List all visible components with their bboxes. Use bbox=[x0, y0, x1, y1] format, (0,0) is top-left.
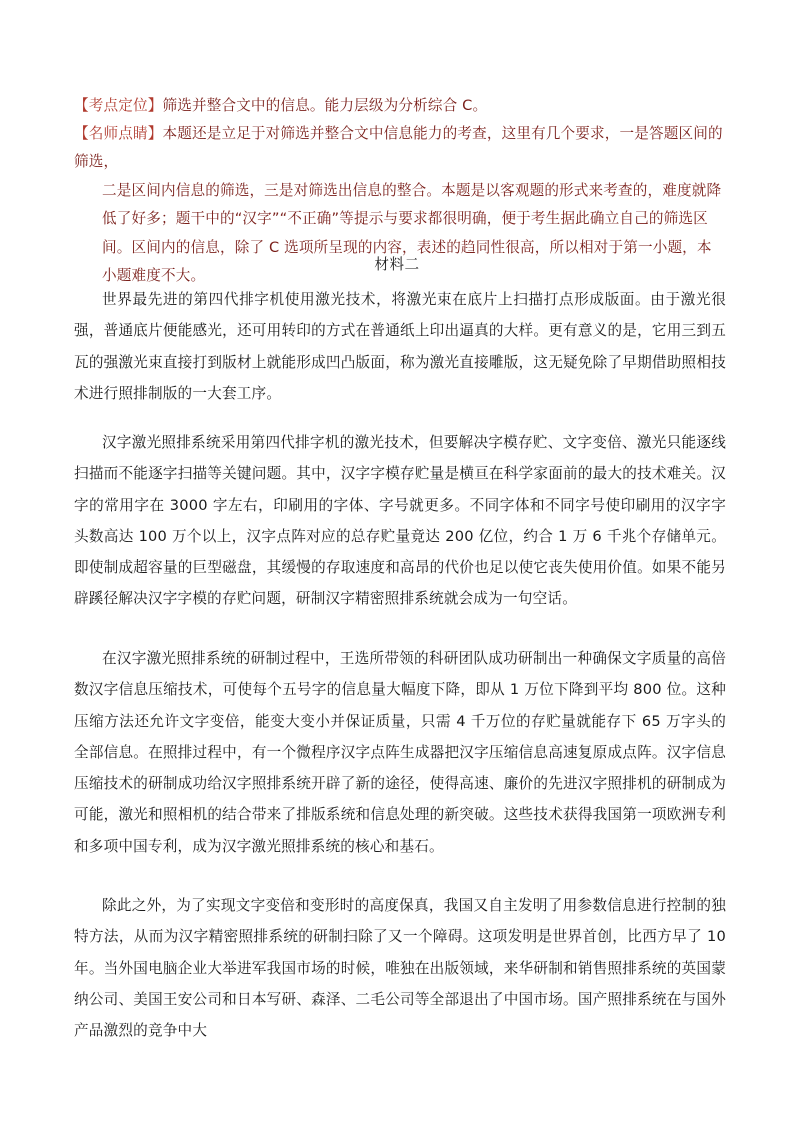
exam-point-text: 筛选并整合文中的信息。能力层级为分析综合 C。 bbox=[162, 97, 488, 114]
paragraph-3: 在汉字激光照排系统的研制过程中，王选所带领的科研团队成功研制出一种确保文字质量的高倍数汉字信息压缩技术，可使每个五号字的信息量大幅度下降，即从 1 万位下降到平均 800 位。这种压缩方法还允许文字变倍，能变大变小并保证质量，只需 4 千万位的存贮量就能存下 65 万字头的全部信息。在照排过程中，有一个微程序汉字点阵生成器把汉字压缩信息高速复原成点阵。汉字信息压缩技术的研制成功给汉字照排系统开辟了新的途径，使得高速、廉价的先进汉字照排机的研制成为可能，激光和照相机的结合带来了排版系统和信息处理的新突破。这些技术获得我国第一项欧洲专利和多项中国专利，成为汉字激光照排系统的核心和基石。 bbox=[74, 650, 726, 855]
paragraph-4: 除此之外，为了实现文字变倍和变形时的高度保真，我国又自主发明了用参数信息进行控制的独特方法，从而为汉字精密照排系统的研制扫除了又一个障碍。这项发明是世界首创，比西方早了 10 年。当外国电脑企业大举进军我国市场的时候，唯独在出版领域，来华研制和销售照排系统的英国蒙纳公司、美国王安公司和日本写研、森泽、二毛公司等全部退出了中国市场。国产照排系统在与国外产品激烈的竞争中大 bbox=[74, 897, 726, 1040]
exam-point-tag: 【考点定位】 bbox=[74, 97, 163, 114]
section-title: 材料二 bbox=[374, 256, 420, 273]
teacher-comment-rest: 二是区间内信息的筛选，三是对筛选出信息的整合。本题是以客观题的形式来考查的，难度就降低了好多；题干中的“汉字”“不正确”等提示与要求都很明确，便于考生据此确立自己的筛选区间。区间内的信息，除了 C 选项所呈现的内容，表述的趋同性很高，所以相对于第一小题，本小题难度不大。 bbox=[102, 181, 722, 285]
teacher-comment-tag: 【名师点睛】 bbox=[74, 125, 163, 142]
paragraph-1: 世界最先进的第四代排字机使用激光技术，将激光束在底片上扫描打点形成版面。由于激光很强，普通底片便能感光，还可用转印的方式在普通纸上印出逼真的大样。更有意义的是，它用三到五瓦的强激光束直接打到版材上就能形成凹凸版面，称为激光直接雕版，这无疑免除了早期借助照相技术进行照排制版的一大套工序。 bbox=[74, 291, 726, 402]
paragraph-2: 汉字激光照排系统采用第四代排字机的激光技术，但要解决字模存贮、文字变倍、激光只能逐线扫描而不能逐字扫描等关键问题。其中，汉字字模存贮量是横亘在科学家面前的最大的技术难关。汉字的常用字在 3000 字左右，印刷用的字体、字号就更多。不同字体和不同字号使印刷用的汉字字头数高达 100 万个以上，汉字点阵对应的总存贮量竟达 200 亿位，约合 1 万 6 千兆个存储单元。即使制成超容量的巨型磁盘，其缓慢的存取速度和高昂的代价也足以使它丧失使用价值。如果不能另辟蹊径解决汉字字模的存贮问题，研制汉字精密照排系统就会成为一句空话。 bbox=[74, 434, 726, 608]
exam-point-note bbox=[74, 92, 726, 120]
teacher-comment-first-line: 本题还是立足于对筛选并整合文中信息能力的考查，这里有几个要求，一是答题区间的筛选， bbox=[74, 125, 723, 171]
